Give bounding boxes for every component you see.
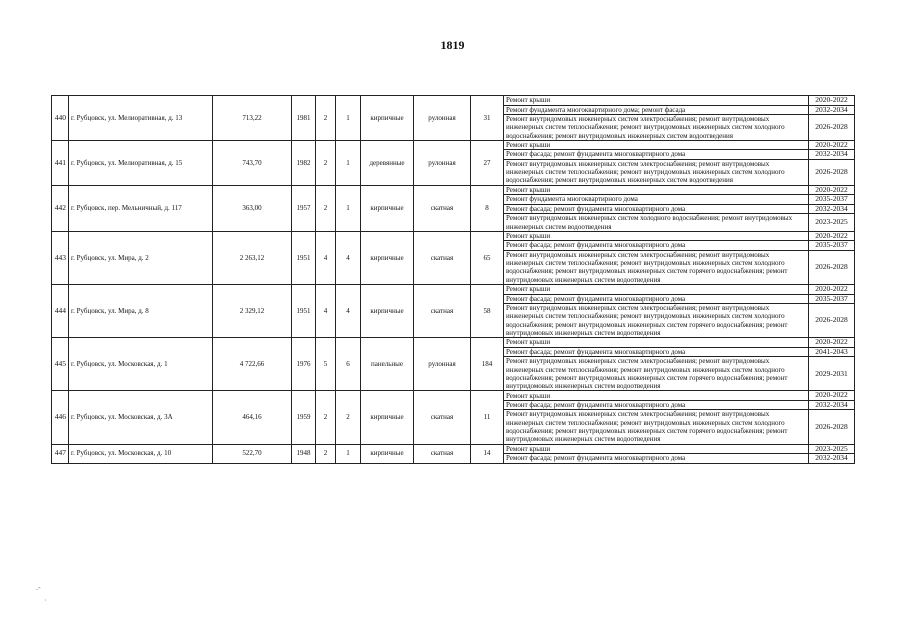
work-type-cell: Ремонт внутридомовых инженерных систем холодного водоснабжения; ремонт внутридомовых инженерных систем водоотведения: [504, 214, 809, 232]
roof-cell: скатная: [414, 185, 471, 231]
address-cell: г. Рубцовск, ул. Мелиоративная, д. 15: [69, 140, 213, 185]
term-cell: 2035-2037: [809, 195, 855, 205]
table-row: [52, 391, 855, 401]
walls-cell: деревянные: [361, 140, 414, 185]
address-cell: г. Рубцовск, ул. Московская, д. 10: [69, 444, 213, 463]
term-cell: 2026-2028: [809, 410, 855, 444]
term-cell: 2023-2025: [809, 214, 855, 232]
walls-cell: панельные: [361, 338, 414, 391]
area-cell: 743,70: [213, 140, 292, 185]
term-cell: 2032-2034: [809, 400, 855, 410]
year-cell: 1976: [292, 338, 316, 391]
roof-cell: скатная: [414, 231, 471, 284]
row-number: 447: [52, 444, 69, 463]
term-cell: 2020-2022: [809, 391, 855, 401]
entrances-cell: 1: [336, 185, 361, 231]
address-cell: г. Рубцовск, пер. Мельничный, д. 117: [69, 185, 213, 231]
work-type-cell: Ремонт фасада; ремонт фундамента многоквартирного дома: [504, 454, 809, 464]
term-cell: 2029-2031: [809, 357, 855, 391]
area-cell: 464,16: [213, 391, 292, 444]
term-cell: 2032-2034: [809, 454, 855, 464]
work-type-cell: Ремонт фасада; ремонт фундамента многоквартирного дома: [504, 400, 809, 410]
roof-cell: скатная: [414, 285, 471, 338]
walls-cell: кирпичные: [361, 96, 414, 141]
work-type-cell: Ремонт крыши: [504, 444, 809, 454]
term-cell: 2026-2028: [809, 115, 855, 141]
area-cell: 2 329,12: [213, 285, 292, 338]
work-type-cell: Ремонт фасада; ремонт фундамента многоквартирного дома: [504, 241, 809, 251]
work-type-cell: Ремонт внутридомовых инженерных систем электроснабжения; ремонт внутридомовых инженерных систем теплоснабжения; ремонт внутридомовых инженерных систем холодного водоснабжения; ремонт внутридомовых инженерных систем водоотведения: [504, 159, 809, 185]
area-cell: 2 263,12: [213, 231, 292, 284]
term-cell: 2020-2022: [809, 185, 855, 195]
work-type-cell: Ремонт внутридомовых инженерных систем электроснабжения; ремонт внутридомовых инженерных систем теплоснабжения; ремонт внутридомовых инженерных систем холодного водоснабжения; ремонт внутридомовых инженерных систем горячего водоснабжения; ремонт внутридомовых инженерных систем водоотведения: [504, 357, 809, 391]
work-type-cell: Ремонт крыши: [504, 185, 809, 195]
term-cell: 2035-2037: [809, 241, 855, 251]
term-cell: 2032-2034: [809, 105, 855, 115]
work-type-cell: Ремонт фасада; ремонт фундамента многоквартирного дома: [504, 294, 809, 304]
term-cell: 2020-2022: [809, 285, 855, 295]
work-type-cell: Ремонт крыши: [504, 338, 809, 348]
walls-cell: кирпичные: [361, 285, 414, 338]
floors-cell: 2: [316, 96, 336, 141]
roof-cell: рулонная: [414, 96, 471, 141]
walls-cell: кирпичные: [361, 444, 414, 463]
term-cell: 2035-2037: [809, 294, 855, 304]
work-type-cell: Ремонт крыши: [504, 140, 809, 150]
walls-cell: кирпичные: [361, 391, 414, 444]
area-cell: 522,70: [213, 444, 292, 463]
area-cell: 363,00: [213, 185, 292, 231]
entrances-cell: 2: [336, 391, 361, 444]
count-cell: 184: [471, 338, 504, 391]
work-type-cell: Ремонт фундамента многоквартирного дома; ремонт фасада: [504, 105, 809, 115]
term-cell: 2020-2022: [809, 338, 855, 348]
count-cell: 8: [471, 185, 504, 231]
table-body: [52, 96, 855, 464]
entrances-cell: 4: [336, 285, 361, 338]
term-cell: 2032-2034: [809, 150, 855, 160]
count-cell: 14: [471, 444, 504, 463]
roof-cell: скатная: [414, 444, 471, 463]
row-number: 440: [52, 96, 69, 141]
area-cell: 713,22: [213, 96, 292, 141]
work-type-cell: Ремонт фасада; ремонт фундамента многоквартирного дома: [504, 204, 809, 214]
count-cell: 58: [471, 285, 504, 338]
roof-cell: рулонная: [414, 338, 471, 391]
table-row: [52, 231, 855, 241]
count-cell: 11: [471, 391, 504, 444]
housing-repair-table: [51, 95, 855, 464]
address-cell: г. Рубцовск, ул. Мелиоративная, д. 13: [69, 96, 213, 141]
floors-cell: 2: [316, 391, 336, 444]
term-cell: 2026-2028: [809, 159, 855, 185]
address-cell: г. Рубцовск, ул. Мира, д. 2: [69, 231, 213, 284]
area-cell: 4 722,66: [213, 338, 292, 391]
term-cell: 2026-2028: [809, 304, 855, 338]
row-number: 442: [52, 185, 69, 231]
row-number: 445: [52, 338, 69, 391]
entrances-cell: 1: [336, 140, 361, 185]
scan-mark: ·: [44, 596, 47, 605]
count-cell: 31: [471, 96, 504, 141]
year-cell: 1948: [292, 444, 316, 463]
floors-cell: 4: [316, 285, 336, 338]
work-type-cell: Ремонт крыши: [504, 96, 809, 106]
table-row: [52, 140, 855, 150]
roof-cell: рулонная: [414, 140, 471, 185]
work-type-cell: Ремонт внутридомовых инженерных систем электроснабжения; ремонт внутридомовых инженерных систем теплоснабжения; ремонт внутридомовых инженерных систем холодного водоснабжения; ремонт внутридомовых инженерных систем водоотведения: [504, 115, 809, 141]
table-row: [52, 96, 855, 106]
roof-cell: скатная: [414, 391, 471, 444]
walls-cell: кирпичные: [361, 231, 414, 284]
walls-cell: кирпичные: [361, 185, 414, 231]
floors-cell: 5: [316, 338, 336, 391]
term-cell: 2026-2028: [809, 250, 855, 284]
table-row: [52, 185, 855, 195]
entrances-cell: 1: [336, 444, 361, 463]
scan-mark: .-: [36, 583, 41, 592]
work-type-cell: Ремонт внутридомовых инженерных систем электроснабжения; ремонт внутридомовых инженерных систем теплоснабжения; ремонт внутридомовых инженерных систем холодного водоснабжения; ремонт внутридомовых инженерных систем горячего водоснабжения; ремонт внутридомовых инженерных систем водоотведения: [504, 304, 809, 338]
row-number: 441: [52, 140, 69, 185]
year-cell: 1959: [292, 391, 316, 444]
address-cell: г. Рубцовск, ул. Московская, д. 1: [69, 338, 213, 391]
year-cell: 1951: [292, 285, 316, 338]
term-cell: 2041-2043: [809, 347, 855, 357]
address-cell: г. Рубцовск, ул. Мира, д. 8: [69, 285, 213, 338]
term-cell: 2032-2034: [809, 204, 855, 214]
table-row: [52, 338, 855, 348]
entrances-cell: 6: [336, 338, 361, 391]
work-type-cell: Ремонт фасада; ремонт фундамента многоквартирного дома: [504, 347, 809, 357]
work-type-cell: Ремонт внутридомовых инженерных систем электроснабжения; ремонт внутридомовых инженерных систем теплоснабжения; ремонт внутридомовых инженерных систем холодного водоснабжения; ремонт внутридомовых инженерных систем горячего водоснабжения; ремонт внутридомовых инженерных систем водоотведения: [504, 250, 809, 284]
floors-cell: 4: [316, 231, 336, 284]
address-cell: г. Рубцовск, ул. Московская, д. 3А: [69, 391, 213, 444]
year-cell: 1957: [292, 185, 316, 231]
term-cell: 2020-2022: [809, 96, 855, 106]
table-row: [52, 285, 855, 295]
table-row: [52, 444, 855, 454]
work-type-cell: Ремонт внутридомовых инженерных систем электроснабжения; ремонт внутридомовых инженерных систем теплоснабжения; ремонт внутридомовых инженерных систем холодного водоснабжения; ремонт внутридомовых инженерных систем горячего водоснабжения; ремонт внутридомовых инженерных систем водоотведения: [504, 410, 809, 444]
floors-cell: 2: [316, 444, 336, 463]
term-cell: 2023-2025: [809, 444, 855, 454]
term-cell: 2020-2022: [809, 231, 855, 241]
entrances-cell: 4: [336, 231, 361, 284]
work-type-cell: Ремонт фасада; ремонт фундамента многоквартирного дома: [504, 150, 809, 160]
entrances-cell: 1: [336, 96, 361, 141]
term-cell: 2020-2022: [809, 140, 855, 150]
floors-cell: 2: [316, 140, 336, 185]
floors-cell: 2: [316, 185, 336, 231]
row-number: 444: [52, 285, 69, 338]
count-cell: 65: [471, 231, 504, 284]
page-number: 1819: [440, 38, 465, 52]
work-type-cell: Ремонт крыши: [504, 391, 809, 401]
count-cell: 27: [471, 140, 504, 185]
year-cell: 1951: [292, 231, 316, 284]
row-number: 446: [52, 391, 69, 444]
work-type-cell: Ремонт крыши: [504, 231, 809, 241]
work-type-cell: Ремонт крыши: [504, 285, 809, 295]
row-number: 443: [52, 231, 69, 284]
year-cell: 1981: [292, 96, 316, 141]
year-cell: 1982: [292, 140, 316, 185]
work-type-cell: Ремонт фундамента многоквартирного дома: [504, 195, 809, 205]
